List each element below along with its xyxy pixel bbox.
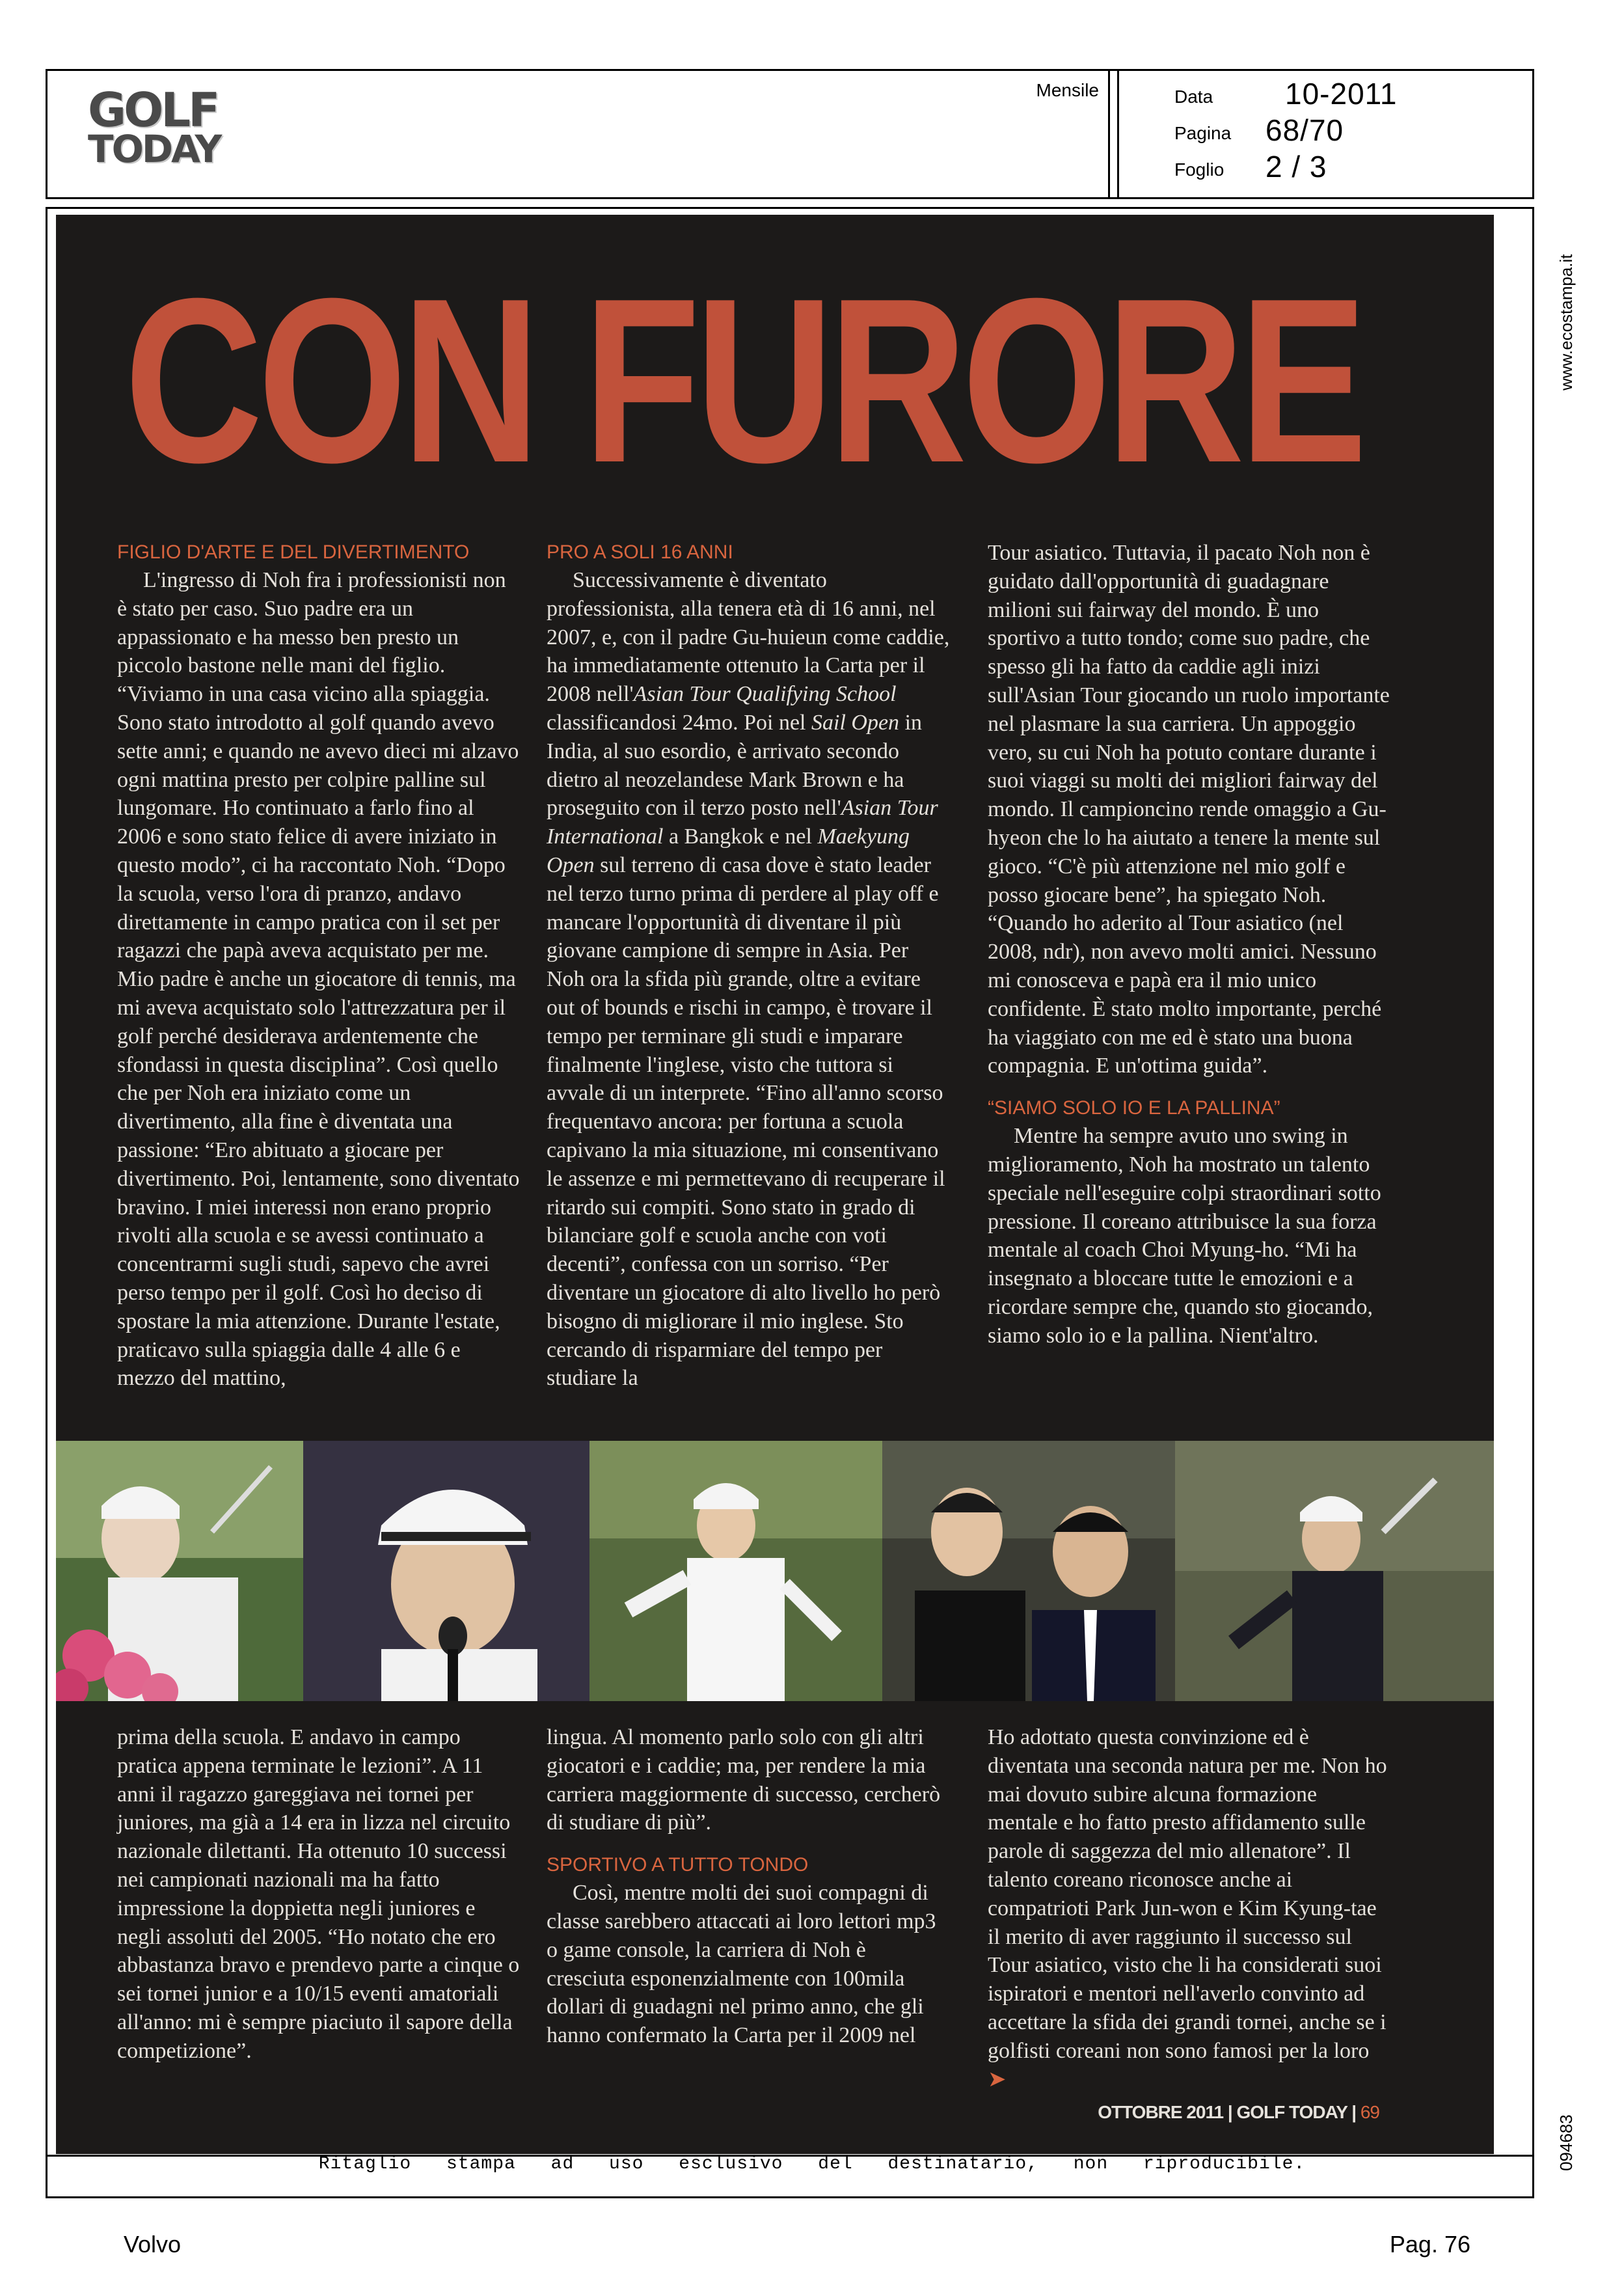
disclaimer-text: Ritaglio stampa ad uso esclusivo del destinatario, non riproducibile. [318,2154,1306,2174]
column-1-bottom [117,1723,521,2066]
section-heading-3: “SIAMO SOLO IO E LA PALLINA” [988,1097,1280,1119]
col2-text-1: Successivamente è diventato professionista, alla tenera età di 16 anni, nel 2007, e, con il padre Gu-huieun come caddie, ha immediatamente ottenuto la Carta per il 2008 nell' [547,568,950,707]
column-3-top-text-2: Mentre ha sempre avuto uno swing in miglioramento, Noh ha mostrato un talento speciale nell'eseguire colpi straordinari sotto pressione. Il coreano attribuisce la sua forza mentale al coach Choi Myung-ho. “Mi ha insegnato a bloccare tutte le emozioni e a ricordare sempre che, quando sto giocando, siamo solo io e la pallina. Nient'altro. [988,1124,1381,1348]
golfer-microphone-icon [303,1441,589,1701]
logo-cell [47,71,1108,197]
golfer-swing-flowers-icon [56,1441,303,1701]
golfer-swing-flowers-photo [56,1441,303,1701]
logo-line-1: GOLF [88,83,218,137]
header-divider-1 [1108,71,1110,197]
client-name: Volvo [124,2231,182,2258]
golfer-drive-photo [1175,1441,1494,1701]
column-1-top [117,539,521,1393]
column-3-bottom-text [988,1723,1391,2094]
two-men-portrait-photo [882,1441,1175,1701]
col2-text-2: classificandosi 24mo. Poi nel [547,710,812,735]
col2-em-4: Maekyung Open [547,825,910,877]
col2-em-2: Sail Open [811,710,900,735]
two-men-portrait-icon [882,1441,1175,1701]
foglio-value: 2 / 3 [1265,150,1327,184]
col2-em-1: Asian Tour Qualifying School [633,682,897,707]
column-2-bottom-text: lingua. Al momento parlo solo con gli altri giocatori e i caddie; ma, per rendere la mia carriera maggiormente di successo, cercherò di studiare di più”. [547,1725,941,1835]
section-heading-1: FIGLIO D'ARTE E DEL DIVERTIMENTO [117,541,470,563]
photo-strip [56,1441,1494,1701]
golfer-drive-icon [1175,1441,1494,1701]
col2-text-5: sul terreno di casa dove è stato leader nel terzo turno prima di perdere al play off e mancare l'opportunità di diventare il più giovane campione di sempre in Asia. Per Noh ora la sfida più grande, oltre a evitare out of bounds e rischi in campo, è trovare il tempo per terminare gli studi e imparare finalmente l'inglese, visto che tuttora si avvale di un interprete. “Fino all'anno scorso frequentavo ancora: per fortuna a scuola capivano la mia situazione, mi consentivano le assenze e mi permettevano di recuperare il ritardo sui compiti. Sono stato in grado di bilanciare golf e scuola anche con voti decenti”, confessa con un sorriso. “Per diventare un giocatore di alto livello ho però bisogno di migliorare il mio inglese. Sto cercando di risparmiare del tempo per studiare la [547,853,945,1391]
golfer-follow-through-icon [589,1441,882,1701]
logo-line-2: TODAY [88,127,221,171]
data-value: 10-2011 [1285,77,1398,111]
foglio-row [1174,149,1526,184]
header-divider-2 [1117,71,1119,197]
golfer-microphone-photo [303,1441,589,1701]
side-url-text: www.ecostampa.it [1556,254,1576,390]
clipping-metadata [1167,76,1531,193]
golfer-follow-through-photo [589,1441,882,1701]
continue-arrow-icon: ➤ [988,2067,1007,2092]
section-heading-2: PRO A SOLI 16 ANNI [547,541,733,563]
article-headline: CON FURORE [124,250,1362,512]
magazine-footer-issue: OTTOBRE 2011 | GOLF TODAY | [1098,2102,1357,2122]
column-1-top-text: L'ingresso di Noh fra i professionisti non è stato per caso. Suo padre era un appassionato e ha messo ben presto un piccolo bastone nelle mani del figlio. “Viviamo in una casa vicino alla spiaggia. Sono stato introdotto al golf quando avevo sette anni; e quando ne avevo dieci mi alzavo ogni mattina presto per colpire palline sul lungomare. Ho continuato a farlo fino al 2006 e sono stato felice di avere iniziato in questo modo”, ci ha raccontato Noh. “Dopo la scuola, verso l'ora di pranzo, andavo direttamente in campo pratica con il set per ragazzi che papà aveva acquistato per me. Mio padre è anche un giocatore di tennis, ma mi aveva acquistato solo l'attrezzatura per il golf perché desiderava ardentemente che sfondassi in questa disciplina”. Così quello che per Noh era iniziato come un divertimento, alla fine è diventata una passione: “Ero abituato a giocare per divertimento. Poi, lentamente, sono diventato bravino. I miei interessi non erano proprio rivolti alla scuola e se avessi continuato a concentrarmi sugli studi, sapevo che avrei perso tempo per il golf. Così ho deciso di spostare la mia attenzione. Durante l'estate, praticavo sulla spiaggia dalle 4 alle 6 e mezzo del mattino, [117,568,520,1391]
data-label: Data [1174,87,1213,107]
column-2-bottom [547,1723,950,2050]
column-2-top [547,539,950,1393]
column-2-top-text [547,566,950,1393]
foglio-label: Foglio [1174,159,1225,180]
magazine-page-number: 69 [1360,2102,1379,2122]
side-code-text: 094683 [1556,2114,1576,2171]
column-2-bottom-text-2: Così, mentre molti dei suoi compagni di classe sarebbero attaccati ai loro lettori mp3 o game console, la carriera di Noh è cresciuta esponenzialmente con 100mila dollari di guadagni nel primo anno, che gli hanno confermato la Carta per il 2009 nel [547,1881,936,2048]
side-url [1556,221,1582,390]
col2-text-3: in India, al suo esordio, è arrivato secondo dietro al neozelandese Mark Brown e ha proseguito con il terzo posto nell' [547,710,923,821]
magazine-footer [1098,2102,1379,2123]
frequency-label: Mensile [1036,80,1099,100]
col2-em-3: Asian Tour International [547,796,938,849]
document-page-number: Pag. 76 [1389,2231,1470,2258]
magazine-page [56,215,1494,2154]
pagina-value: 68/70 [1265,113,1344,147]
pagina-label: Pagina [1174,123,1232,143]
col2-text-4: a Bangkok e nel [663,825,818,849]
column-3-bottom-body: Ho adottato questa convinzione ed è diventata una seconda natura per me. Non ho mai dovuto subire alcuna formazione mentale e ho fatto presto affidamento sulle parole di saggezza del mio allenatore”. Il talento coreano riconosce anche ai compatrioti Park Jun-won e Kim Kyung-tae il merito di aver raggiunto il successo sul Tour asiatico, visto che li ha considerati suoi ispiratori e mentori nell'averlo convinto ad accettare la sfida dei grandi tornei, anche se i golfisti coreani non sono famosi per la loro [988,1725,1387,2063]
golf-today-logo [88,83,296,188]
column-3-bottom [988,1723,1391,2094]
column-3-top-text: Tour asiatico. Tuttavia, il pacato Noh non è guidato dall'opportunità di guadagnare milioni sui fairway del mondo. È uno sportivo a tutto tondo; come suo padre, che spesso gli ha fatto da caddie agli inizi sull'Asian Tour giocando un ruolo importante nel plasmare la sua carriera. Un appoggio vero, su cui Noh ha potuto contare durante i suoi viaggi su molti dei migliori fairway del mondo. Il campioncino rende omaggio a Gu-hyeon che lo ha aiutato a tenere la mente sul gioco. “C'è più attenzione nel mio golf e posso giocare bene”, ha spiegato Noh. “Quando ho aderito al Tour asiatico (nel 2008, ndr), non avevo molti amici. Nessuno mi conosceva e papà era il mio unico confidente. È stato molto importante, perché ha viaggiato con me ed è stato una buona compagnia. E un'ottima guida”. [988,541,1390,1078]
clipping-header [46,69,1534,199]
pagina-row [1174,113,1526,148]
column-1-bottom-text: prima della scuola. E andavo in campo pratica appena terminate le lezioni”. A 11 anni il ragazzo gareggiava nei tornei per juniores, ma già a 14 era in lizza nel circuito nazionale dilettanti. Ha ottenuto 10 successi nei campionati nazionali ma ha fatto impressione la doppietta negli juniores e negli assoluti del 2005. “Ho notato che ero abbastanza bravo e prendevo parte a cinque o sei tornei junior e a 10/15 eventi amatoriali all'anno: mi è sempre piaciuto il sapore della competizione”. [117,1725,520,2063]
column-3-top [988,539,1391,1350]
data-row [1174,76,1526,111]
section-heading-4: SPORTIVO A TUTTO TONDO [547,1854,809,1876]
